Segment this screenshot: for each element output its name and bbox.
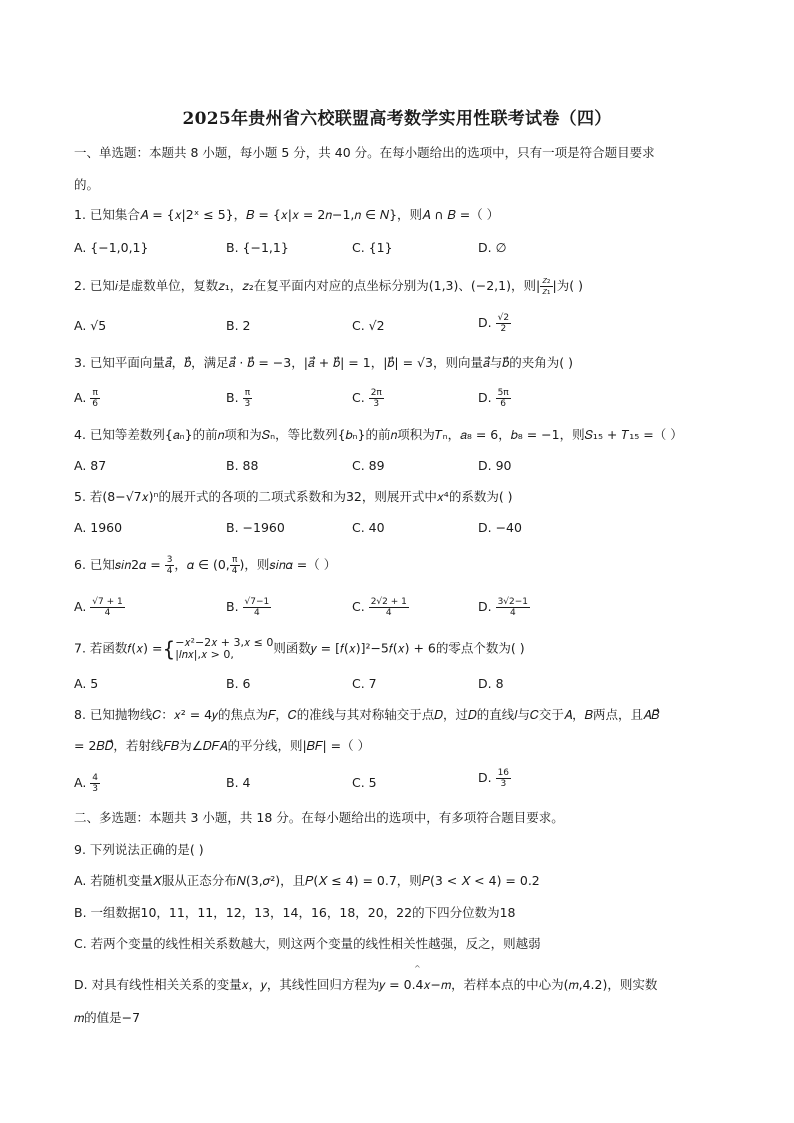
q2-option-b: B. 2 (226, 318, 251, 333)
q1-option-a: A. {−1,0,1} (74, 240, 149, 255)
q8-stem-line1: 8. 已知抛物线𝐶：𝑥² = 4𝑦的焦点为𝐹，𝐶的准线与其对称轴交于点𝐷，过𝐷的直线𝑙与𝐶交于𝐴，𝐵两点，且𝐴𝐵⃗ (74, 707, 660, 722)
q1-option-c: C. {1} (352, 240, 393, 255)
q7-stem-a: 7. 若函数𝑓(𝑥) = (74, 640, 163, 656)
q6-a-den: 4 (104, 608, 111, 618)
q3-c-den: 3 (373, 399, 380, 409)
q6-option-c (352, 597, 409, 618)
q7-stem-b: 则函数𝑦 = [𝑓(𝑥)]²−5𝑓(𝑥) + 6的零点个数为( ) (273, 640, 525, 656)
q3-b-num: π (243, 388, 253, 399)
q3-option-c (352, 388, 384, 409)
q1-option-b: B. {−1,1} (226, 240, 289, 255)
q9-option-b: B. 一组数据10，11，11，12，13，14，16，18，20，22的下四分位数为18 (74, 905, 516, 920)
q6-stem-b: ，𝛼 ∈ (0, (174, 557, 230, 572)
q4-option-c: C. 89 (352, 458, 385, 473)
hat-mark: ^ (414, 964, 421, 973)
q3-b-label: B. (226, 390, 243, 405)
q6-c-num: 2√2 + 1 (370, 597, 407, 607)
q5-option-a: A. 1960 (74, 520, 123, 535)
q5-option-b: B. −1960 (226, 520, 285, 535)
q5-option-d: D. −40 (478, 520, 522, 535)
q6-d-den: 4 (509, 608, 516, 618)
q7-option-c: C. 7 (352, 676, 377, 691)
q2-stem-text: 2. 已知𝑖是虚数单位，复数𝑧₁，𝑧₂在复平面内对应的点坐标分别为(1,3)、(−2,1)，则| (74, 278, 541, 293)
q6-den: 4 (166, 566, 173, 576)
q6-num2: π (230, 555, 240, 566)
q6-b-num: √7−1 (244, 597, 270, 607)
q2-frac-num: 𝑧₂ (542, 276, 551, 286)
q8-option-a (74, 773, 100, 794)
q6-option-a (74, 597, 125, 618)
q7-option-a: A. 5 (74, 676, 99, 691)
q3-c-label: C. (352, 390, 369, 405)
q3-d-den: 6 (500, 399, 507, 409)
q6-den2: 4 (231, 566, 238, 576)
q9-option-c: C. 若两个变量的线性相关系数越大，则这两个变量的线性相关性越强，反之，则越弱 (74, 936, 541, 951)
q6-num: 3 (166, 555, 173, 565)
q5-stem: 5. 若(8−√7𝑥)ⁿ的展开式的各项的二项式系数和为32，则展开式中𝑥⁴的系数为( ) (74, 489, 513, 504)
q8-a-num: 4 (92, 773, 99, 783)
q4-option-d: D. 90 (478, 458, 512, 473)
q8-stem-line2: = 2𝐵𝐷⃗，若射线𝐹𝐵为∠𝐷𝐹𝐴的平分线，则|𝐵𝐹| =（ ） (74, 738, 371, 753)
q7-brace: { (162, 637, 176, 661)
q3-a-den: 6 (92, 399, 99, 409)
q2-stem (74, 276, 583, 297)
q8-option-c: C. 5 (352, 775, 377, 790)
q2-option-d-label: D. (478, 315, 496, 330)
q8-d-label: D. (478, 770, 496, 785)
q3-a-label: A. (74, 390, 91, 405)
q2-fraction (540, 276, 552, 297)
q6-a-num: √7 + 1 (92, 597, 123, 607)
q8-d-num: 16 (497, 768, 510, 778)
q8-a-den: 3 (92, 784, 99, 794)
q2-option-c: C. √2 (352, 318, 385, 333)
q3-d-num: 5π (497, 388, 509, 398)
q2-d-den: 2 (500, 324, 507, 334)
q3-stem: 3. 已知平面向量𝑎⃗，𝑏⃗，满足𝑎⃗ · 𝑏⃗ = −3，|𝑎⃗ + 𝑏⃗| = 1，|𝑏⃗| = √3，则向量𝑎⃗与𝑏⃗的夹角为( ) (74, 355, 573, 370)
q6-option-b (226, 597, 271, 618)
q8-a-label: A. (74, 775, 91, 790)
q1-option-d: D. ∅ (478, 240, 507, 255)
q9-option-a: A. 若随机变量𝑋服从正态分布𝑁(3,𝜎²)，且𝑃(𝑋 ≤ 4) = 0.7，则𝑃(3 < 𝑋 < 4) = 0.2 (74, 873, 540, 888)
q6-c-label: C. (352, 599, 369, 614)
q7-case1: −𝑥²−2𝑥 + 3,𝑥 ≤ 0 (175, 636, 274, 649)
q3-option-a (74, 388, 100, 409)
q6-b-label: B. (226, 599, 243, 614)
q6-stem-a: 6. 已知𝑠𝑖𝑛2𝛼 = (74, 557, 165, 572)
q2-d-num: √2 (497, 313, 510, 323)
q6-option-d (478, 597, 530, 618)
q9-option-d-line2: 𝑚的值是−7 (74, 1010, 141, 1025)
q6-b-den: 4 (254, 608, 260, 618)
q6-a-label: A. (74, 599, 91, 614)
q6-stem-c: )，则𝑠𝑖𝑛𝛼 =（ ） (239, 557, 337, 572)
q5-option-c: C. 40 (352, 520, 385, 535)
q7-option-b: B. 6 (226, 676, 251, 691)
q3-option-b (226, 388, 252, 409)
q2-option-a: A. √5 (74, 318, 107, 333)
q3-b-den: 3 (244, 399, 251, 409)
q4-option-b: B. 88 (226, 458, 259, 473)
q3-c-num: 2π (370, 388, 382, 398)
q6-stem (74, 555, 336, 576)
q6-d-label: D. (478, 599, 496, 614)
q7-case2: |𝑙𝑛𝑥|,𝑥 > 0, (175, 648, 234, 661)
q4-stem: 4. 已知等差数列{𝑎ₙ}的前𝑛项和为𝑆ₙ，等比数列{𝑏ₙ}的前𝑛项积为𝑇ₙ，𝑎₈ = 6，𝑏₈ = −1，则𝑆₁₅ + 𝑇₁₅ =（ ） (74, 427, 683, 442)
q6-d-num: 3√2−1 (497, 597, 529, 607)
q2-frac-den: 𝑧₁ (542, 287, 551, 297)
q3-d-label: D. (478, 390, 496, 405)
q2-option-d (478, 313, 511, 334)
q8-option-d (478, 768, 511, 789)
section1-header: 一、单选题：本题共 8 小题，每小题 5 分，共 40 分。在每小题给出的选项中，只有一项是符合题目要求 (74, 145, 655, 160)
q9-stem: 9. 下列说法正确的是( ) (74, 842, 204, 857)
section1-header-cont: 的。 (74, 177, 100, 192)
q8-d-den: 3 (500, 779, 507, 789)
exam-title: 2025年贵州省六校联盟高考数学实用性联考试卷（四） (182, 109, 612, 129)
q8-option-b: B. 4 (226, 775, 251, 790)
q9-option-d-line1: D. 对具有线性相关关系的变量𝑥，𝑦，其线性回归方程为𝑦 = 0.4𝑥−𝑚，若样本点的中心为(𝑚,4.2)，则实数 (74, 977, 658, 992)
q3-option-d (478, 388, 511, 409)
section2-header: 二、多选题：本题共 3 小题，共 18 分。在每小题给出的选项中，有多项符合题目要求。 (74, 810, 564, 825)
q7-option-d: D. 8 (478, 676, 504, 691)
q6-c-den: 4 (385, 608, 392, 618)
q2-stem-end: |为( ) (552, 278, 583, 293)
q3-a-num: π (90, 388, 100, 399)
q7-stem (74, 637, 525, 661)
q7-cases (175, 637, 273, 661)
q1-stem: 1. 已知集合𝐴 = {𝑥|2ˣ ≤ 5}，𝐵 = {𝑥|𝑥 = 2𝑛−1,𝑛 ∈ 𝑁}，则𝐴 ∩ 𝐵 =（ ） (74, 207, 500, 222)
q4-option-a: A. 87 (74, 458, 107, 473)
